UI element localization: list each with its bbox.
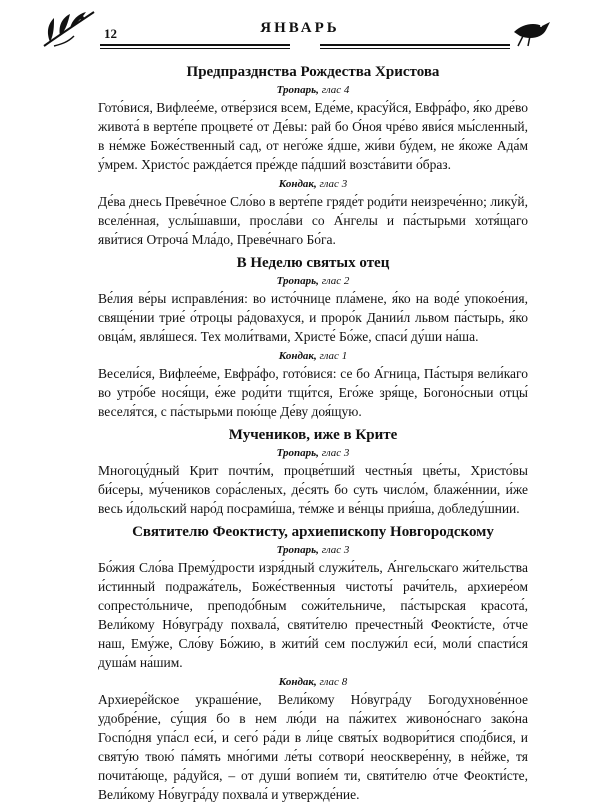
section-st-theoktist	[98, 524, 528, 804]
hymn-label	[98, 275, 528, 287]
hymn-text: Де́ва днесь Преве́чное Сло́во в верте́пе гряде́т роди́ти неизрече́нно; лику́й, вселе́нная, услы́шавши, просла́ви со А́нгелы и па́стырьми хотя́щаго яви́тися Отроча́ Мла́до, Преве́чнаго Бо́га.	[98, 194, 528, 247]
hymn-text: Многоцу́дный Крит почти́м, процве́тший честны́я цве́ты, Христо́вы би́серы, му́чеников сора́сленых, де́сять бо суть число́м, блаже́ннии, и́же весь и́дольский наро́д посрами́ша, те́мже и ве́нцы прия́ша, добледу́шнии.	[98, 463, 528, 516]
hymn-label	[98, 178, 528, 190]
running-head: ЯНВАРЬ	[260, 20, 340, 36]
hymn-tone: глас 4	[321, 84, 350, 96]
hymn-tone: глас 3	[319, 178, 348, 190]
hymn-text: Архиере́йское украше́ние, Вели́кому Но́вугра́ду Богодухнове́нное удобре́ние, су́щия бо в нем лю́ди на па́житех живоно́снаго зако́на Госпо́дня упа́сл еси́, и сего́ ра́ди в ли́це святы́х водвори́тися спод́бися, и святу́ю твою́ па́мять мно́гими ле́ты сотвори́ неосквере́нну, в не́йже, тя почита́юще, ра́дуйся, – от души́ вопие́м ти, святи́телю о́тче Феокти́сте, Вели́кому Но́вугра́ду похвала́ и утвержде́ние.	[98, 692, 528, 802]
section-title: Предпразднства Рождества Христова	[186, 64, 440, 80]
section-martyrs-crete	[98, 427, 528, 518]
section-title: В Неделю святых отец	[236, 255, 390, 271]
page-content	[98, 58, 528, 808]
header-rule-right	[320, 44, 510, 49]
section-holy-fathers	[98, 255, 528, 421]
page-number: 12	[104, 26, 117, 41]
hymn-text: Весели́ся, Вифлее́ме, Евфра́фо, гото́вися: се бо А́гница, Па́стыря вели́каго во утро́бе нося́щи, е́же роди́ти тщи́тся, Его́же зря́ще, Богоно́сныи отцы́ веселя́тся, с па́стырьми пою́ще Де́ву доя́щую.	[98, 366, 528, 419]
header-rule-left	[100, 44, 290, 49]
hymn-tone: глас 8	[319, 676, 348, 688]
hymn-kind: Тропарь,	[276, 84, 319, 96]
hymn-label	[98, 544, 528, 556]
hymn-text: Бо́жия Сло́ва Прему́дрости изря́дный служи́тель, А́нгельскаго жи́тельства и́стинный подража́тель, Боже́ственныя чистоты́ рачи́тель, архиере́ом сопресто́льниче, преподо́бным сожи́тельниче, па́стырская красота́, Вели́кому Но́вугра́ду похвала́, святи́телю пречестны́й Феокти́сте, о́тче наш, Ему́же, Сло́ву Бо́жию, в жити́й сем послужи́л еси́, моли́ спасти́ся душа́м на́шим.	[98, 560, 528, 670]
hymn-tone: глас 1	[319, 350, 348, 362]
hymn-label	[98, 447, 528, 459]
hymn-kind: Тропарь,	[276, 544, 319, 556]
section-title: Мучеников, иже в Крите	[228, 427, 398, 443]
hymn-label	[98, 350, 528, 362]
hymn-kind: Тропарь,	[276, 447, 319, 459]
hymn-kind: Кондак,	[278, 676, 317, 688]
hymn-label	[98, 676, 528, 688]
hymn-tone: глас 2	[321, 275, 350, 287]
bird-icon	[512, 14, 552, 48]
hymn-kind: Тропарь,	[276, 275, 319, 287]
section-feast-eve	[98, 64, 528, 249]
hymn-text: Ве́лия ве́ры исправле́ния: во исто́чнице пла́мене, я́ко на воде́ упокое́ния, свяще́нии трие́ о́троцы ра́довахуся, и проро́к Дании́л львом па́стырь, я́ко овца́м, явля́шеся. Тех моли́твами, Христе́ Бо́же, спаси́ ду́ши на́ша.	[98, 291, 528, 344]
hymn-tone: глас 3	[321, 447, 350, 459]
section-title: Святителю Феоктисту, архиепископу Новгородскому	[132, 524, 494, 540]
hymn-kind: Кондак,	[278, 178, 317, 190]
hymn-tone: глас 3	[321, 544, 350, 556]
hymn-label	[98, 84, 528, 96]
hymn-kind: Кондак,	[278, 350, 317, 362]
page-header	[0, 0, 600, 52]
hymn-text: Гото́вися, Вифлее́ме, отве́рзися всем, Еде́ме, красу́йся, Евфра́фо, я́ко дре́во живота́ в верте́пе процвете́ от Де́вы: рай бо О́ноя чре́во яви́ся мы́сленный, в не́мже Боже́ственный сад, от него́же я́дше, жи́ви бу́дем, не я́коже Ада́м у́мрем. Христо́с ражда́ется пре́жде па́дший возста́вити о́браз.	[98, 100, 528, 172]
